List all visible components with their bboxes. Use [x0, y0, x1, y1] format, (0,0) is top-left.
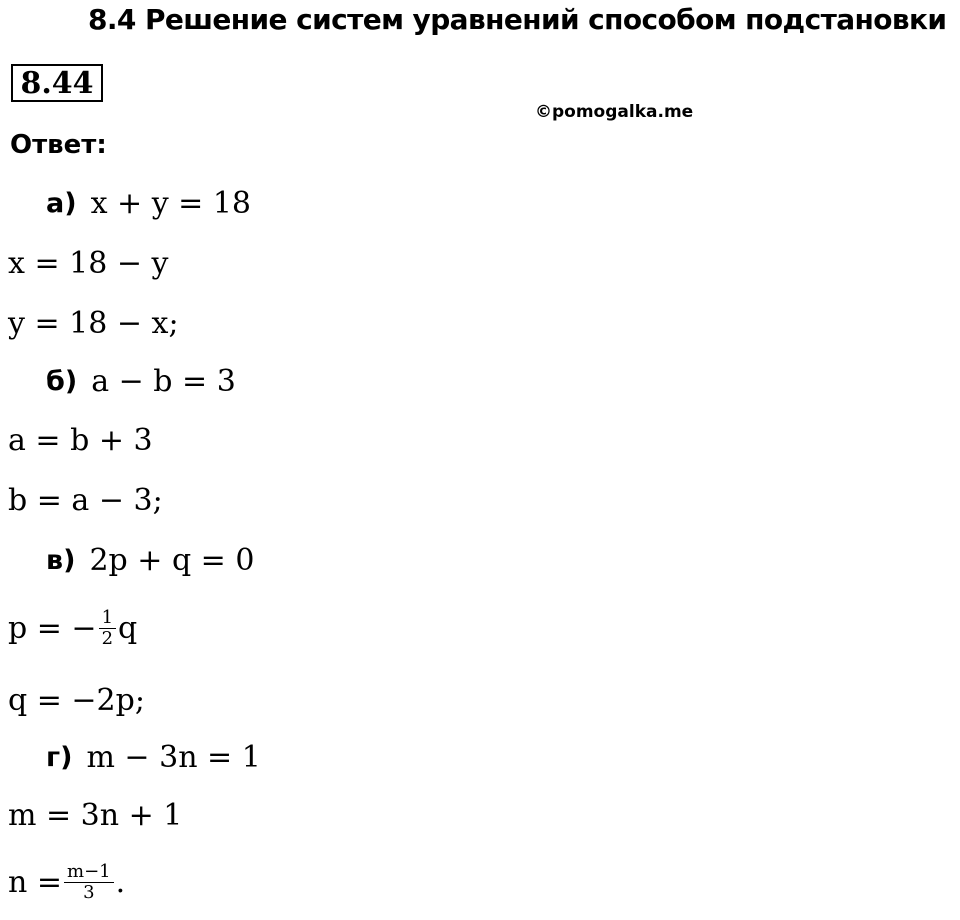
section-title: 8.4 Решение систем уравнений способом подстановки: [88, 3, 947, 36]
fraction-one-half: [99, 608, 116, 649]
part-b-solution-1: a = b + 3: [8, 423, 153, 458]
part-g-label: г): [46, 742, 73, 773]
fraction-numerator: 1: [99, 608, 116, 629]
part-v-solution-1: [8, 608, 137, 649]
fraction-denominator: 3: [83, 882, 95, 903]
part-a-solution-2: y = 18 − x;: [8, 306, 179, 341]
part-v-equation: 2p + q = 0: [89, 543, 255, 578]
part-b-solution-2: b = a − 3;: [8, 483, 163, 518]
part-b-equation: a − b = 3: [91, 364, 236, 399]
part-g-solution-2: [8, 862, 125, 903]
fraction-numerator: m−1: [64, 862, 114, 883]
part-g-equation: m − 3n = 1: [86, 740, 261, 775]
part-a-label: а): [46, 188, 77, 219]
watermark: ©pomogalka.me: [535, 102, 694, 122]
part-v-label: в): [46, 545, 76, 576]
fraction-denominator: 2: [101, 628, 114, 649]
part-a-solution-1: x = 18 − y: [8, 246, 169, 281]
part-a-equation: x + y = 18: [90, 186, 252, 221]
answer-label: Ответ:: [10, 130, 107, 160]
part-v-solution-2: q = −2p;: [8, 683, 145, 718]
task-number-box: 8.44: [11, 64, 103, 102]
part-g-solution-2-left: n =: [8, 864, 62, 900]
part-b-equation-line: [46, 362, 236, 402]
part-b-label: б): [46, 366, 78, 397]
part-a-equation-line: [46, 184, 251, 224]
fraction-m-minus-1-over-3: [64, 862, 114, 903]
part-g-solution-2-right: .: [115, 864, 126, 900]
part-g-solution-1: m = 3n + 1: [8, 798, 183, 833]
part-g-equation-line: [46, 738, 261, 778]
part-v-solution-1-right: q: [118, 610, 138, 646]
part-v-equation-line: [46, 541, 254, 581]
part-v-solution-1-left: p = −: [8, 610, 97, 646]
